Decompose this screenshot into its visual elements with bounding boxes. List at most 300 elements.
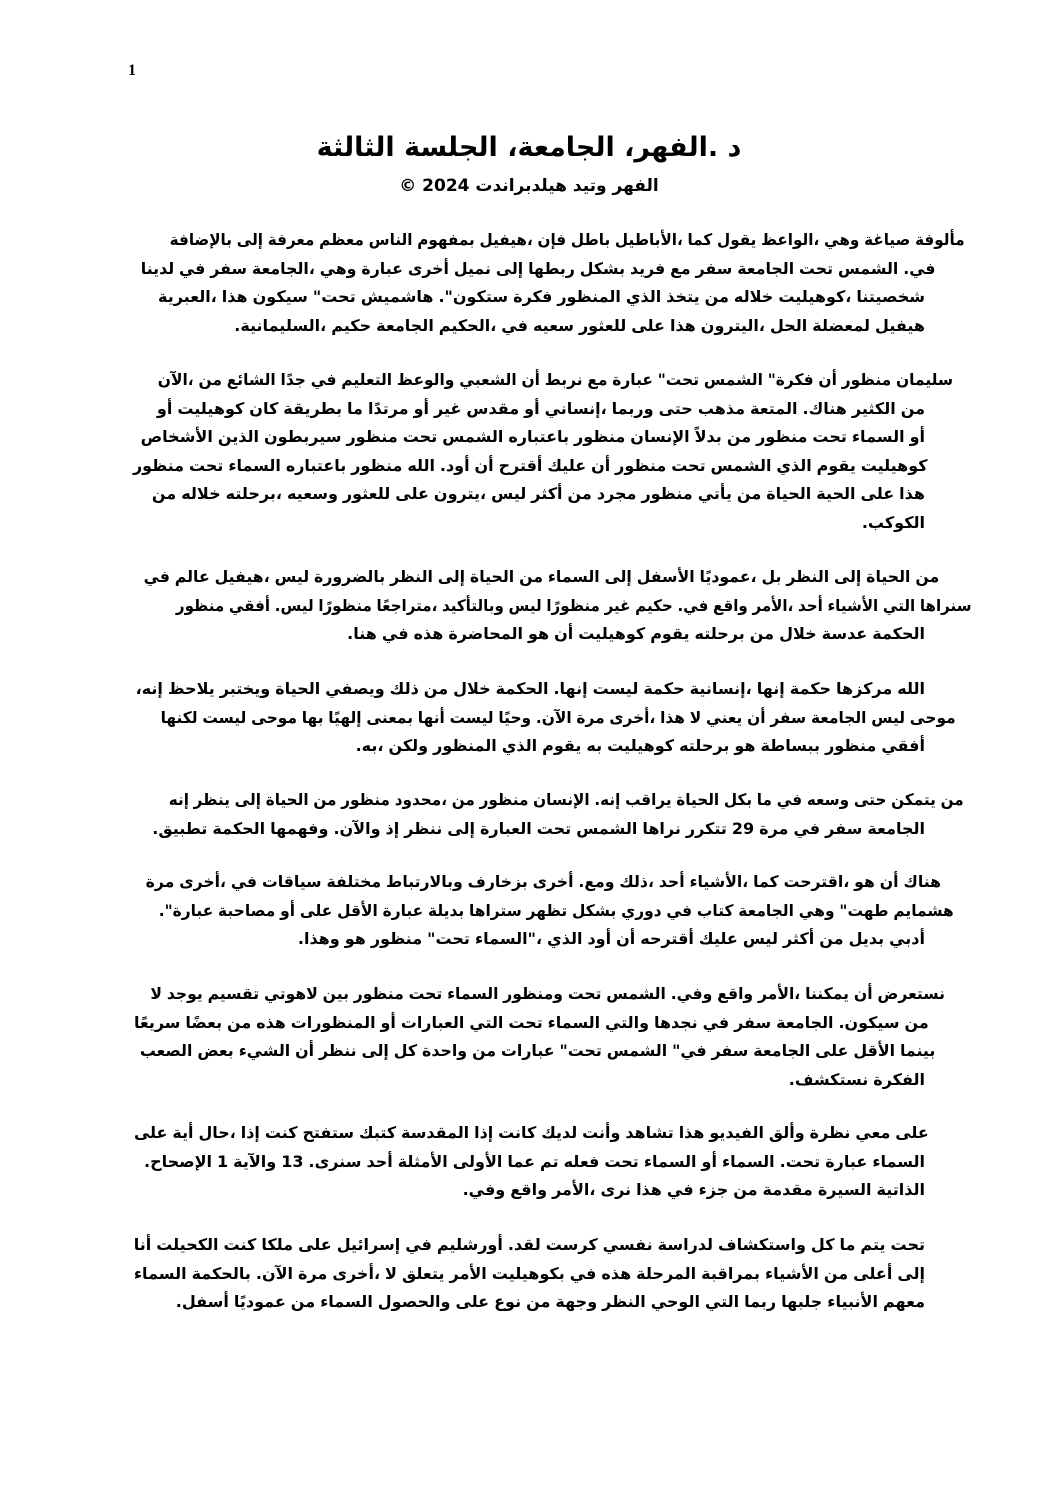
word: ،إنه bbox=[135, 679, 163, 698]
word: نوع bbox=[494, 1292, 522, 1312]
word: بدلاً bbox=[694, 427, 722, 447]
word: شخصيتنا bbox=[856, 287, 925, 307]
word: عموديًا، bbox=[699, 567, 757, 586]
word: الفكرة bbox=[873, 1069, 925, 1089]
word: إذ bbox=[385, 818, 400, 838]
word: التي bbox=[882, 595, 916, 615]
word: على bbox=[860, 484, 895, 504]
word: في bbox=[569, 1263, 597, 1283]
word: هو bbox=[854, 872, 875, 891]
word: خلال bbox=[779, 624, 817, 644]
word: وهي bbox=[823, 230, 860, 249]
word: الحية bbox=[816, 484, 856, 504]
word: بينما bbox=[899, 1041, 936, 1061]
word: لدراسة bbox=[657, 1235, 714, 1254]
word: مع bbox=[670, 258, 691, 278]
word: إذا bbox=[240, 1123, 260, 1142]
word: الشمس bbox=[703, 370, 763, 389]
word: معي bbox=[855, 1123, 891, 1142]
word: الذاتية bbox=[876, 1180, 925, 1200]
word: الأشياء، bbox=[689, 872, 749, 891]
word: منظور bbox=[841, 370, 892, 389]
word: بشكل bbox=[579, 258, 626, 278]
word: هذا bbox=[660, 707, 685, 727]
word: من bbox=[736, 484, 762, 504]
word: ستفتح bbox=[302, 1123, 355, 1142]
word: الأشخاص bbox=[140, 427, 213, 447]
word: الأمثلة bbox=[397, 1151, 448, 1171]
paragraph-line bbox=[125, 732, 925, 761]
word: ربما bbox=[744, 1292, 777, 1312]
word: بديل bbox=[848, 929, 885, 949]
word: هذا bbox=[669, 315, 696, 335]
word: السيرة bbox=[817, 1180, 872, 1200]
word: الشمس bbox=[442, 427, 504, 447]
word: بالضرورة bbox=[314, 567, 386, 586]
word: "تحت bbox=[657, 370, 700, 389]
word: على bbox=[298, 1235, 332, 1254]
word: للعثور bbox=[342, 484, 391, 504]
word: به bbox=[586, 736, 603, 756]
word: سفر bbox=[210, 258, 247, 278]
word: أو bbox=[701, 1151, 717, 1171]
word: لدينا bbox=[140, 258, 175, 278]
word: الحياة bbox=[275, 679, 321, 698]
word: لا bbox=[385, 1263, 397, 1283]
word: أية bbox=[172, 1123, 194, 1142]
word: بطريقة bbox=[283, 398, 343, 418]
word: الذي bbox=[501, 736, 538, 756]
document-subtitle: الفهر وتيد هيلدبراندت 2024 © bbox=[399, 176, 659, 196]
word: الشمس bbox=[576, 818, 638, 838]
word: مرتدًا bbox=[367, 398, 409, 418]
word: سفر bbox=[770, 707, 807, 727]
word: أقترح bbox=[498, 455, 543, 475]
word: المنظور bbox=[433, 736, 497, 756]
word: بكل bbox=[723, 790, 753, 809]
word: ليست bbox=[449, 707, 494, 727]
paragraph-line bbox=[125, 312, 925, 341]
word: سليمان bbox=[896, 370, 954, 389]
word: من bbox=[313, 790, 337, 809]
word: الذي bbox=[776, 455, 812, 475]
word: وبالارتباط bbox=[386, 872, 463, 891]
word: أن bbox=[554, 624, 574, 644]
word: اقترحت، bbox=[783, 872, 850, 891]
word: إلى bbox=[234, 790, 261, 809]
word: حكمة bbox=[643, 679, 685, 698]
word: الشيء bbox=[238, 1041, 291, 1061]
word: السماء bbox=[643, 1151, 697, 1171]
word: وجهة bbox=[555, 1292, 598, 1312]
word: المنظور bbox=[557, 287, 621, 307]
word: بالحكمة bbox=[191, 1263, 251, 1283]
word: إلى bbox=[897, 1263, 925, 1283]
word: ربطها bbox=[528, 258, 575, 278]
word: ليس bbox=[508, 595, 542, 615]
word: سيكون bbox=[252, 287, 308, 307]
word: وهي bbox=[798, 900, 835, 920]
word: .ليس bbox=[274, 595, 314, 615]
word: والآية bbox=[233, 1151, 277, 1171]
word: السماء bbox=[721, 1151, 775, 1171]
word: على bbox=[895, 1123, 929, 1142]
word: السماء bbox=[133, 1263, 187, 1283]
word: يتخذ bbox=[666, 287, 700, 307]
word: الأمر، bbox=[752, 595, 794, 615]
word: تحت bbox=[508, 1012, 543, 1032]
paragraph bbox=[125, 1231, 925, 1317]
word: وبالتأكيد bbox=[442, 595, 504, 615]
word: والتي bbox=[605, 1012, 649, 1032]
word: أفقي bbox=[228, 595, 271, 615]
paragraph-line bbox=[171, 592, 972, 621]
paragraph-line bbox=[165, 226, 965, 255]
word: خلاله bbox=[181, 484, 221, 504]
word: الشعبي bbox=[459, 370, 517, 389]
word: وفهمها bbox=[270, 818, 329, 838]
word: موحى bbox=[251, 707, 297, 727]
word: منظور bbox=[615, 455, 667, 475]
word: حال، bbox=[198, 1123, 236, 1142]
word: مرة bbox=[759, 818, 789, 838]
word: كل bbox=[810, 1235, 835, 1254]
word: .الآن bbox=[535, 707, 572, 727]
word: هذه bbox=[601, 1263, 632, 1283]
word: ."عبارة bbox=[158, 900, 214, 920]
word: مع bbox=[587, 370, 608, 389]
word: دوري bbox=[621, 900, 662, 920]
word: بديلة bbox=[428, 900, 465, 920]
word: ليس bbox=[274, 567, 310, 586]
word: كوهيليت bbox=[578, 624, 646, 644]
word: محدود، bbox=[394, 790, 447, 809]
word: .إنها bbox=[553, 679, 588, 698]
word: في bbox=[793, 818, 821, 838]
word: إلى bbox=[834, 567, 862, 586]
word: الإنسان bbox=[630, 427, 690, 447]
word: يقوم bbox=[650, 624, 690, 644]
word: الأباطيل، bbox=[614, 230, 683, 249]
word: أو bbox=[909, 427, 925, 447]
word: بمعنى bbox=[366, 707, 413, 727]
word: كتاب bbox=[696, 900, 734, 920]
word: السماء bbox=[447, 984, 499, 1003]
word: أورشليم bbox=[436, 1235, 503, 1254]
word: الأمر، bbox=[757, 984, 801, 1003]
word: الأنبياء bbox=[827, 1292, 878, 1312]
word: تحت bbox=[408, 984, 443, 1003]
word: أفقي bbox=[881, 736, 925, 756]
word: .تحت bbox=[779, 1151, 821, 1171]
word: برحلته bbox=[694, 624, 745, 644]
paragraph-line bbox=[125, 815, 925, 844]
word: السماء bbox=[547, 1012, 601, 1032]
word: منظور bbox=[370, 929, 423, 949]
word: يعني bbox=[706, 707, 743, 727]
word: تحت bbox=[812, 427, 847, 447]
word: الشمس bbox=[606, 1041, 668, 1061]
word: إسرائيل bbox=[336, 1235, 401, 1254]
word: نراها bbox=[642, 818, 681, 838]
word: بعض bbox=[197, 1041, 234, 1061]
word: هيفيل bbox=[875, 315, 925, 335]
word: أخرى، bbox=[609, 707, 656, 727]
word: بين bbox=[322, 984, 349, 1003]
paragraph-line bbox=[125, 395, 925, 424]
word: من bbox=[900, 398, 925, 418]
word: ليس bbox=[871, 707, 906, 727]
word: جلبها bbox=[781, 1292, 823, 1312]
word: النظر bbox=[390, 567, 433, 586]
word: على bbox=[133, 1123, 168, 1142]
word: مرة bbox=[576, 707, 605, 727]
word: ليست bbox=[202, 707, 247, 727]
paragraph-line bbox=[154, 897, 954, 926]
word: أنا bbox=[133, 1235, 152, 1254]
word: إنها bbox=[756, 679, 785, 698]
word: منظورًا bbox=[546, 595, 600, 615]
word: .إنه bbox=[594, 790, 621, 809]
word: يقول bbox=[716, 230, 757, 249]
word: منظور bbox=[479, 790, 529, 809]
word: الحكمة bbox=[872, 624, 925, 644]
paragraph-line bbox=[153, 366, 954, 395]
word: .به، bbox=[355, 736, 384, 756]
word: أن bbox=[747, 707, 766, 727]
word: في bbox=[381, 624, 409, 644]
word: "طهت bbox=[839, 900, 889, 920]
word: منظور bbox=[353, 984, 404, 1003]
word: في bbox=[230, 872, 258, 891]
word: تحت bbox=[567, 984, 602, 1003]
word: ستراها bbox=[468, 900, 522, 920]
word: حكمة bbox=[789, 679, 832, 698]
word: هذا bbox=[899, 484, 925, 504]
paragraph-line bbox=[125, 1148, 925, 1177]
word: ويختبر bbox=[219, 679, 271, 698]
paragraph-line bbox=[129, 1009, 929, 1038]
word: من bbox=[904, 1012, 929, 1032]
word: جدًا bbox=[280, 370, 306, 389]
paragraph bbox=[125, 980, 945, 1094]
word: عدسة bbox=[821, 624, 868, 644]
word: ما bbox=[839, 1235, 856, 1254]
word: كوهيليت bbox=[607, 736, 675, 756]
word: .وفي bbox=[670, 984, 713, 1003]
word: الجامعة bbox=[376, 315, 434, 335]
word: تحت bbox=[799, 258, 834, 278]
word: على bbox=[815, 1041, 849, 1061]
word: من bbox=[819, 929, 844, 949]
word: كان bbox=[249, 398, 279, 418]
word: فكرة bbox=[513, 287, 553, 307]
word: معظم bbox=[319, 230, 364, 249]
word: لا bbox=[150, 984, 162, 1003]
word: يمكننا bbox=[805, 984, 850, 1003]
paragraph bbox=[125, 226, 965, 340]
word: ملكا bbox=[261, 1235, 294, 1254]
word: للعثور bbox=[578, 315, 627, 335]
word: أخرى bbox=[532, 872, 574, 891]
word: في bbox=[143, 567, 170, 586]
word: أكثر bbox=[531, 484, 563, 504]
word: إنسانية، bbox=[689, 679, 752, 698]
word: المتعة bbox=[750, 398, 798, 418]
word: .وهذا bbox=[297, 929, 340, 949]
word: هشمايم bbox=[893, 900, 954, 920]
word: من bbox=[704, 287, 729, 307]
word: على bbox=[631, 315, 665, 335]
word: إلى bbox=[495, 258, 524, 278]
word: يلاحظ bbox=[167, 679, 215, 698]
word: كتبك bbox=[359, 1123, 397, 1142]
word: ليس bbox=[491, 484, 527, 504]
paragraph-line bbox=[125, 675, 925, 704]
word: فريد bbox=[629, 258, 666, 278]
word: مجرد bbox=[596, 484, 637, 504]
word: ويصفي bbox=[325, 679, 385, 698]
word: أن bbox=[521, 370, 540, 389]
word: ليست bbox=[592, 679, 639, 698]
word: تحت bbox=[536, 818, 572, 838]
word: مقدمة bbox=[762, 1180, 813, 1200]
word: على bbox=[299, 900, 333, 920]
word: التعليم bbox=[341, 370, 393, 389]
word: الحكيم، bbox=[438, 315, 497, 335]
word: الإنسان bbox=[533, 790, 590, 809]
word: كوهيليت bbox=[177, 398, 245, 418]
word: باعتباره bbox=[285, 455, 347, 475]
word: من bbox=[749, 624, 775, 644]
word: يتعلق bbox=[401, 1263, 445, 1283]
word: إذا bbox=[474, 1123, 494, 1142]
paragraph bbox=[125, 868, 954, 954]
word: حكيم bbox=[331, 315, 372, 335]
word: الحياة bbox=[866, 567, 911, 586]
word: إلى bbox=[447, 818, 475, 838]
word: وحيًا bbox=[498, 707, 532, 727]
word: أود bbox=[587, 929, 612, 949]
word: بل bbox=[761, 567, 782, 586]
word: لكنها bbox=[160, 707, 198, 727]
paragraph-line bbox=[125, 509, 925, 538]
paragraph-line bbox=[125, 423, 925, 452]
word: من bbox=[451, 790, 475, 809]
word: في bbox=[310, 370, 337, 389]
word: ما bbox=[756, 790, 772, 809]
word: يقوم bbox=[816, 455, 856, 475]
word: أحد bbox=[798, 595, 823, 615]
word: .في bbox=[903, 258, 936, 278]
word: من bbox=[290, 1292, 316, 1312]
word: تتكرر bbox=[685, 818, 727, 838]
word: هذا bbox=[221, 287, 248, 307]
paragraph-line bbox=[125, 283, 925, 312]
word: الله bbox=[897, 679, 925, 698]
word: بكوهيليت bbox=[491, 1263, 565, 1283]
word: عبارات bbox=[501, 1041, 555, 1061]
word: من bbox=[940, 790, 964, 809]
word: "فكرة bbox=[767, 370, 814, 389]
word: .الإصحاح bbox=[144, 1151, 213, 1171]
word: برحلته، bbox=[225, 484, 282, 504]
word: مصاحبة bbox=[218, 900, 276, 920]
word: الجامعة bbox=[776, 1012, 834, 1032]
word: أو bbox=[524, 398, 540, 418]
word: الذي bbox=[547, 929, 583, 949]
word: منظور bbox=[825, 736, 877, 756]
word: نربط bbox=[544, 370, 583, 389]
word: كنت bbox=[223, 1235, 257, 1254]
word: المقدسة bbox=[401, 1123, 470, 1142]
word: السماء bbox=[547, 567, 600, 586]
word: ما bbox=[347, 398, 363, 418]
word: بزخارف bbox=[467, 872, 528, 891]
word: نفسي bbox=[602, 1235, 653, 1254]
word: الفيديو bbox=[709, 1123, 764, 1142]
word: في bbox=[179, 258, 206, 278]
word: كوهيليت، bbox=[778, 287, 852, 307]
word: في bbox=[501, 315, 528, 335]
word: .أود bbox=[439, 455, 470, 475]
word: أكثر bbox=[782, 929, 815, 949]
paragraph-line bbox=[125, 1066, 925, 1095]
word: غير bbox=[604, 595, 631, 615]
word: .وفي bbox=[462, 1180, 506, 1200]
word: لمعضلة bbox=[812, 315, 871, 335]
paragraph-line bbox=[136, 255, 936, 284]
word: ننظر bbox=[318, 1041, 357, 1061]
paragraph bbox=[125, 675, 956, 761]
word: أن bbox=[295, 1041, 315, 1061]
word: هو bbox=[527, 624, 550, 644]
word: مختلفة bbox=[326, 872, 382, 891]
word: تحت bbox=[890, 1235, 925, 1254]
word: عموديًا bbox=[233, 1292, 286, 1312]
word: سفر bbox=[825, 818, 863, 838]
paragraph-line bbox=[135, 1037, 936, 1066]
word: الحياة bbox=[676, 790, 720, 809]
word: معرفة bbox=[267, 230, 315, 249]
word: الأشياء bbox=[827, 595, 879, 615]
word: "تحت bbox=[427, 929, 470, 949]
word: أخرى bbox=[407, 258, 449, 278]
word: أدبي bbox=[889, 929, 925, 949]
word: كرست bbox=[545, 1235, 598, 1254]
paragraph bbox=[125, 1119, 929, 1205]
paragraph-line bbox=[139, 563, 940, 592]
word: أعلى bbox=[853, 1263, 893, 1283]
word: هو bbox=[734, 736, 756, 756]
word: غير bbox=[434, 398, 462, 418]
word: 13 bbox=[281, 1151, 304, 1171]
word: كنت bbox=[264, 1123, 298, 1142]
word: الكثير bbox=[851, 398, 896, 418]
word: من bbox=[526, 1292, 551, 1312]
word: الحياة bbox=[265, 790, 309, 809]
word: وسعه bbox=[806, 790, 850, 809]
word: الأسفل bbox=[636, 567, 695, 586]
word: خلاله bbox=[733, 287, 774, 307]
paragraph-line bbox=[125, 1260, 925, 1289]
word: هذه bbox=[413, 624, 444, 644]
paragraph bbox=[125, 366, 954, 538]
word: تظهر bbox=[526, 900, 568, 920]
word: الأمر bbox=[449, 1263, 487, 1283]
word: أو bbox=[280, 900, 296, 920]
word: الشمس bbox=[837, 258, 899, 278]
